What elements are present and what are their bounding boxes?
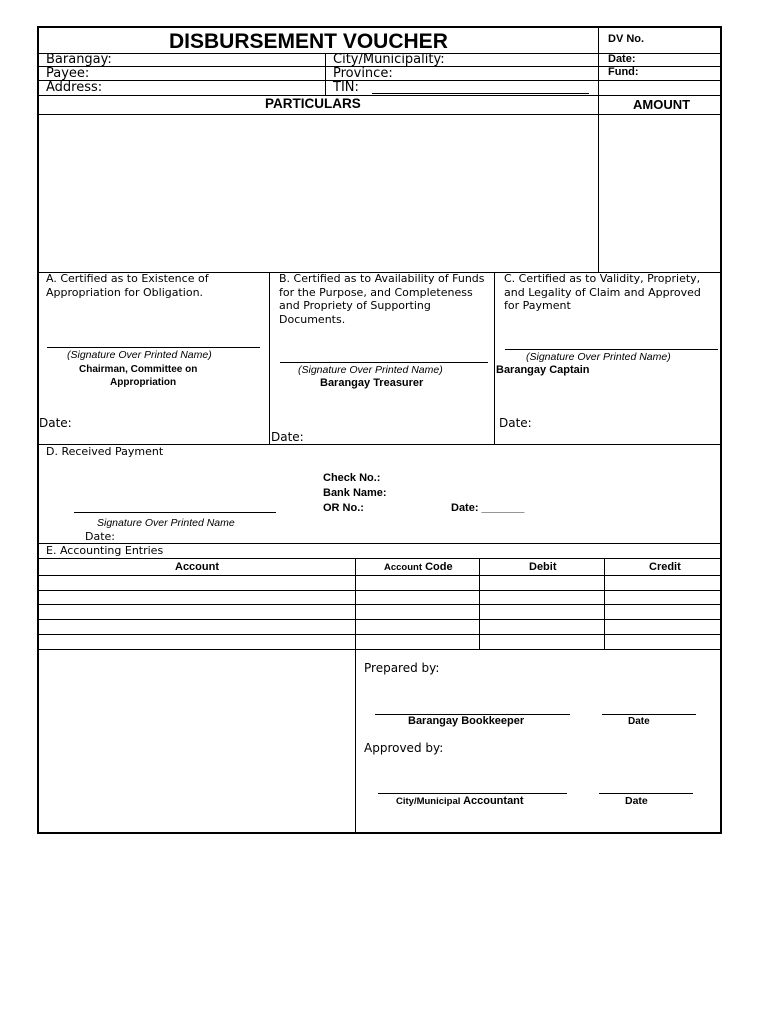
rule-accounting-row-2 xyxy=(38,604,722,605)
rule-particulars-top xyxy=(38,95,722,96)
cert-b-line-4: Documents. xyxy=(279,313,346,326)
rule-accounting-row-4 xyxy=(38,634,722,635)
dv-no-label: DV No. xyxy=(608,33,645,45)
cert-a-role-line-2: Appropriation xyxy=(110,377,177,388)
cert-a-line-1: A. Certified as to Existence of xyxy=(46,272,209,285)
debit-column-header: Debit xyxy=(529,561,557,573)
cert-c-signature-caption: (Signature Over Printed Name) xyxy=(526,351,671,363)
approved-date: Date xyxy=(625,795,648,807)
received-date-label: Date: _______ xyxy=(451,502,525,514)
rule-accounting-header-top xyxy=(38,558,722,559)
city-label: City/Municipality: xyxy=(333,52,445,67)
rule-accounting-row-1 xyxy=(38,590,722,591)
prepared-role: Barangay Bookkeeper xyxy=(408,715,525,727)
rule-cert-col-2 xyxy=(494,272,495,444)
cert-c-date: Date: xyxy=(499,416,532,430)
cert-b-role: Barangay Treasurer xyxy=(320,377,424,389)
date-label: Date: xyxy=(608,53,636,65)
cert-c-line-2: and Legality of Claim and Approved xyxy=(504,286,701,299)
tin-line xyxy=(372,93,589,94)
bank-name-label: Bank Name: xyxy=(323,487,387,499)
rule-accounting-row-5 xyxy=(38,649,722,650)
voucher-title: DISBURSEMENT VOUCHER xyxy=(169,30,448,53)
rule-info-col xyxy=(325,53,326,95)
rule-row-payee xyxy=(38,66,598,67)
prepared-by-label: Prepared by: xyxy=(364,661,440,675)
cert-c-role: Barangay Captain xyxy=(496,364,590,376)
rule-accounting-col-1 xyxy=(355,558,356,834)
rule-particulars-header-bottom xyxy=(38,114,722,115)
cert-a-signature-line xyxy=(47,347,260,348)
rule-accounting-header-bottom xyxy=(38,575,722,576)
received-signature-line xyxy=(74,512,276,513)
cert-b-line-1: B. Certified as to Availability of Funds xyxy=(279,272,485,285)
fund-label: Fund: xyxy=(608,66,639,78)
account-code-small: Account xyxy=(384,562,422,573)
or-no-label: OR No.: xyxy=(323,502,364,514)
amount-header: AMOUNT xyxy=(633,97,691,112)
cert-b-signature-caption: (Signature Over Printed Name) xyxy=(298,364,443,376)
rule-accounting-row-3 xyxy=(38,619,722,620)
account-column-header: Account xyxy=(175,561,219,573)
cert-b-signature-line xyxy=(280,362,488,363)
address-label: Address: xyxy=(46,80,103,95)
rule-dv-col xyxy=(598,27,599,272)
approved-role xyxy=(396,796,524,807)
approved-by-label: Approved by: xyxy=(364,741,444,755)
cert-b-line-2: for the Purpose, and Completeness xyxy=(279,286,473,299)
approved-role-rest: Accountant xyxy=(463,795,524,807)
credit-column-header: Credit xyxy=(649,561,681,573)
voucher-frame xyxy=(37,26,722,834)
rule-accounting-col-2 xyxy=(479,558,480,649)
cert-a-signature-caption: (Signature Over Printed Name) xyxy=(67,349,212,361)
approved-date-line xyxy=(599,793,693,794)
cert-c-line-1: C. Certified as to Validity, Propriety, xyxy=(504,272,701,285)
barangay-label: Barangay: xyxy=(46,52,112,67)
rule-accounting-col-3 xyxy=(604,558,605,649)
province-label: Province: xyxy=(333,66,393,81)
received-payment-label: D. Received Payment xyxy=(46,445,164,458)
cert-b-date: Date: xyxy=(271,430,304,444)
cert-c-signature-line xyxy=(505,349,718,350)
account-code-column-header xyxy=(384,562,453,573)
prepared-date: Date xyxy=(628,716,650,727)
payee-label: Payee: xyxy=(46,66,90,81)
cert-a-date: Date: xyxy=(39,416,72,430)
check-no-label: Check No.: xyxy=(323,472,381,484)
accounting-entries-label: E. Accounting Entries xyxy=(46,544,164,557)
tin-label: TIN: xyxy=(333,80,359,95)
rule-cert-col-1 xyxy=(269,272,270,444)
approved-signature-line xyxy=(378,793,567,794)
cert-c-line-3: for Payment xyxy=(504,299,571,312)
cert-b-line-3: and Propriety of Supporting xyxy=(279,299,431,312)
received-date: Date: xyxy=(85,530,115,543)
received-signature-caption: Signature Over Printed Name xyxy=(97,517,235,529)
approved-role-small: City/Municipal xyxy=(396,796,461,807)
particulars-header: PARTICULARS xyxy=(265,96,361,111)
prepared-date-line xyxy=(602,714,696,715)
account-code-rest: Code xyxy=(425,561,453,573)
cert-a-line-2: Appropriation for Obligation. xyxy=(46,286,204,299)
cert-a-role-line-1: Chairman, Committee on xyxy=(79,364,198,375)
